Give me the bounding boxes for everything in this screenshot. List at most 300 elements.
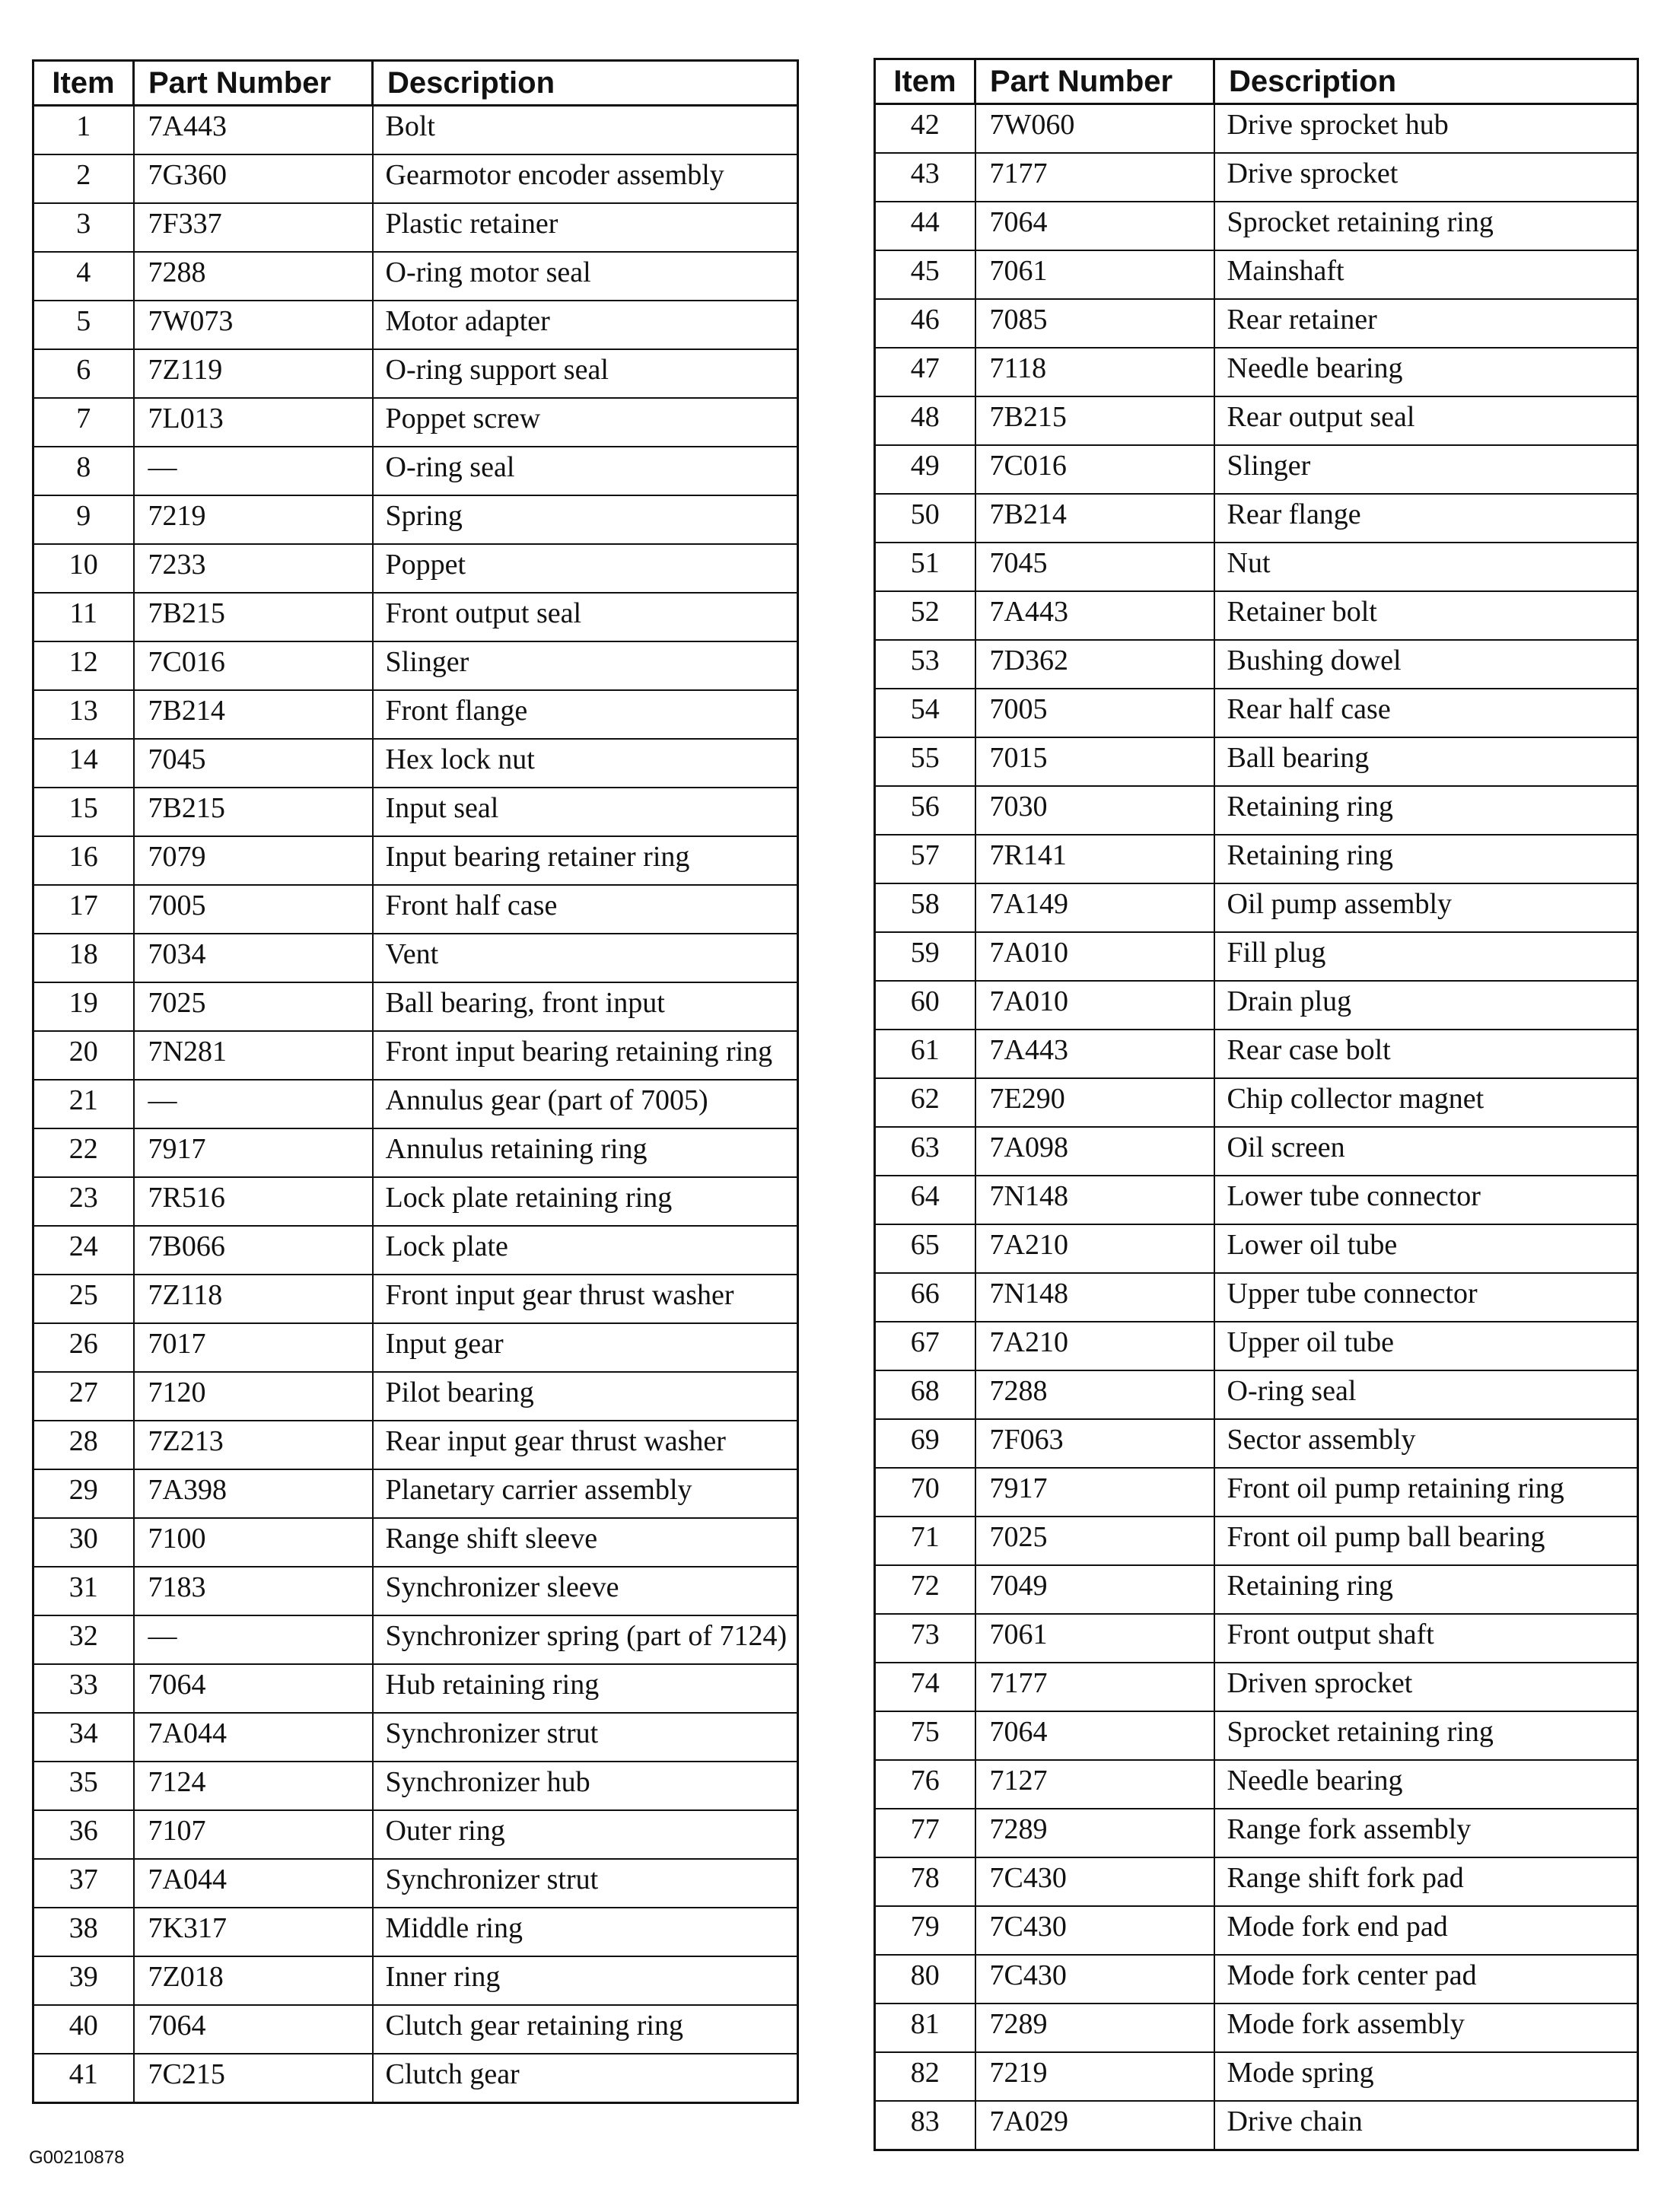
part-number-cell: 7127 [975, 1760, 1214, 1809]
description-cell: Lock plate [373, 1226, 798, 1275]
description-cell: Sprocket retaining ring [1214, 202, 1638, 250]
table-row [875, 250, 1638, 299]
table-row [33, 2054, 798, 2103]
item-cell: 18 [33, 934, 134, 982]
item-cell: 44 [875, 202, 975, 250]
item-cell: 5 [33, 301, 134, 349]
figure-id-label: G00210878 [29, 2147, 125, 2168]
table-row [875, 1760, 1638, 1809]
table-row [875, 1273, 1638, 1322]
description-cell: Retaining ring [1214, 1565, 1638, 1614]
item-cell: 43 [875, 153, 975, 202]
description-cell: Sector assembly [1214, 1419, 1638, 1468]
part-number-cell: 7017 [134, 1323, 373, 1372]
header-row [875, 59, 1638, 104]
table-row [33, 1128, 798, 1177]
table-row [875, 883, 1638, 932]
part-number-cell: 7288 [975, 1370, 1214, 1419]
part-number-cell: 7N148 [975, 1176, 1214, 1224]
description-cell: Rear case bolt [1214, 1030, 1638, 1078]
part-number-cell: 7A443 [975, 591, 1214, 640]
table-row [33, 203, 798, 252]
part-number-cell: 7233 [134, 544, 373, 593]
part-number-cell: 7289 [975, 1809, 1214, 1857]
description-column-header: Description [1214, 59, 1638, 104]
part-number-cell: 7025 [134, 982, 373, 1031]
table-row [875, 494, 1638, 543]
item-cell: 42 [875, 104, 975, 154]
table-row [875, 2004, 1638, 2052]
description-cell: Plastic retainer [373, 203, 798, 252]
description-cell: Synchronizer spring (part of 7124) [373, 1615, 798, 1664]
description-cell: O-ring motor seal [373, 252, 798, 301]
description-cell: Middle ring [373, 1908, 798, 1956]
description-cell: Retaining ring [1214, 835, 1638, 883]
item-cell: 81 [875, 2004, 975, 2052]
description-cell: Oil pump assembly [1214, 883, 1638, 932]
table-row [33, 1908, 798, 1956]
item-cell: 57 [875, 835, 975, 883]
item-cell: 30 [33, 1518, 134, 1567]
description-cell: Spring [373, 495, 798, 544]
description-cell: Hub retaining ring [373, 1664, 798, 1713]
item-cell: 79 [875, 1906, 975, 1955]
item-column-header: Item [875, 59, 975, 104]
part-number-cell: 7A443 [134, 106, 373, 155]
part-number-cell: 7177 [975, 153, 1214, 202]
part-number-cell: 7107 [134, 1810, 373, 1859]
item-cell: 58 [875, 883, 975, 932]
part-number-cell: 7C430 [975, 1906, 1214, 1955]
parts-table-right [874, 58, 1639, 2151]
table-row [33, 1567, 798, 1615]
part-number-cell: 7D362 [975, 640, 1214, 689]
part-number-cell: 7025 [975, 1517, 1214, 1565]
description-cell: Input seal [373, 788, 798, 836]
table-row [875, 1030, 1638, 1078]
table-row [875, 396, 1638, 445]
description-cell: Mode fork center pad [1214, 1955, 1638, 2004]
table-row [875, 1565, 1638, 1614]
description-cell: Retaining ring [1214, 786, 1638, 835]
part-number-cell: 7L013 [134, 398, 373, 447]
table-row [875, 445, 1638, 494]
table-row [33, 836, 798, 885]
item-cell: 40 [33, 2005, 134, 2054]
part-number-cell: 7015 [975, 737, 1214, 786]
table-row [875, 104, 1638, 154]
table-row [33, 1469, 798, 1518]
description-cell: Gearmotor encoder assembly [373, 154, 798, 203]
parts-list-left [33, 106, 798, 2103]
table-row [875, 835, 1638, 883]
table-row [875, 1663, 1638, 1711]
description-cell: Hex lock nut [373, 739, 798, 788]
part-number-cell: 7B066 [134, 1226, 373, 1275]
table-row [875, 299, 1638, 348]
table-row [33, 349, 798, 398]
item-cell: 25 [33, 1275, 134, 1323]
table-row [33, 106, 798, 155]
table-row [875, 1419, 1638, 1468]
item-cell: 22 [33, 1128, 134, 1177]
item-cell: 8 [33, 447, 134, 495]
item-cell: 46 [875, 299, 975, 348]
table-row [33, 1226, 798, 1275]
part-number-cell: 7061 [975, 250, 1214, 299]
part-number-cell: 7A098 [975, 1127, 1214, 1176]
part-number-cell: 7N148 [975, 1273, 1214, 1322]
item-cell: 27 [33, 1372, 134, 1421]
parts-list-right [875, 104, 1638, 2150]
table-row [33, 495, 798, 544]
part-number-cell: 7K317 [134, 1908, 373, 1956]
description-cell: Oil screen [1214, 1127, 1638, 1176]
item-cell: 75 [875, 1711, 975, 1760]
table-row [875, 689, 1638, 737]
table-row [875, 786, 1638, 835]
description-cell: Bushing dowel [1214, 640, 1638, 689]
part-number-cell: 7219 [975, 2052, 1214, 2101]
part-number-cell: 7A010 [975, 932, 1214, 981]
part-number-cell: 7005 [975, 689, 1214, 737]
table-row [875, 1370, 1638, 1419]
description-cell: Lower oil tube [1214, 1224, 1638, 1273]
item-cell: 63 [875, 1127, 975, 1176]
part-number-cell: 7A044 [134, 1859, 373, 1908]
item-cell: 48 [875, 396, 975, 445]
table-row [875, 153, 1638, 202]
description-cell: Synchronizer sleeve [373, 1567, 798, 1615]
table-row [33, 593, 798, 641]
item-cell: 68 [875, 1370, 975, 1419]
table-row [875, 932, 1638, 981]
part-number-cell: 7N281 [134, 1031, 373, 1080]
part-number-cell: 7C215 [134, 2054, 373, 2103]
part-number-cell: 7289 [975, 2004, 1214, 2052]
table-row [33, 544, 798, 593]
item-cell: 51 [875, 543, 975, 591]
part-number-cell: 7B214 [975, 494, 1214, 543]
description-cell: Outer ring [373, 1810, 798, 1859]
table-row [875, 1711, 1638, 1760]
part-number-cell: 7288 [134, 252, 373, 301]
table-row [33, 2005, 798, 2054]
item-cell: 78 [875, 1857, 975, 1906]
table-row [33, 1518, 798, 1567]
description-cell: Inner ring [373, 1956, 798, 2005]
item-cell: 49 [875, 445, 975, 494]
table-row [875, 1078, 1638, 1127]
item-cell: 82 [875, 2052, 975, 2101]
table-row [875, 737, 1638, 786]
description-cell: Input gear [373, 1323, 798, 1372]
part-number-cell: 7Z213 [134, 1421, 373, 1469]
part-number-cell: 7183 [134, 1567, 373, 1615]
table-row [875, 1322, 1638, 1370]
table-row [33, 739, 798, 788]
table-row [875, 1176, 1638, 1224]
table-row [33, 641, 798, 690]
table-row [875, 1517, 1638, 1565]
table-row [33, 1177, 798, 1226]
part-number-cell: 7C430 [975, 1857, 1214, 1906]
part-number-cell: 7118 [975, 348, 1214, 396]
description-cell: O-ring seal [373, 447, 798, 495]
description-cell: Lower tube connector [1214, 1176, 1638, 1224]
item-cell: 3 [33, 203, 134, 252]
table-row [33, 1421, 798, 1469]
item-cell: 38 [33, 1908, 134, 1956]
table-row [33, 1275, 798, 1323]
description-cell: Range shift fork pad [1214, 1857, 1638, 1906]
item-cell: 76 [875, 1760, 975, 1809]
part-number-cell: 7064 [975, 202, 1214, 250]
table-row [33, 934, 798, 982]
description-cell: Drive chain [1214, 2101, 1638, 2150]
table-row [875, 2052, 1638, 2101]
description-column-header: Description [373, 61, 798, 106]
description-cell: Vent [373, 934, 798, 982]
description-cell: Poppet screw [373, 398, 798, 447]
table-row [875, 543, 1638, 591]
part-number-cell: 7A443 [975, 1030, 1214, 1078]
part-number-cell: 7R516 [134, 1177, 373, 1226]
table-row [33, 1713, 798, 1762]
item-cell: 21 [33, 1080, 134, 1128]
description-cell: Rear output seal [1214, 396, 1638, 445]
item-cell: 36 [33, 1810, 134, 1859]
item-cell: 62 [875, 1078, 975, 1127]
item-cell: 20 [33, 1031, 134, 1080]
description-cell: Pilot bearing [373, 1372, 798, 1421]
part-number-cell: 7064 [134, 2005, 373, 2054]
table-row [875, 640, 1638, 689]
part-number-cell: 7045 [134, 739, 373, 788]
part-number-cell: 7005 [134, 885, 373, 934]
table-row [875, 1468, 1638, 1517]
part-number-cell: 7917 [134, 1128, 373, 1177]
part-number-cell: 7B215 [134, 593, 373, 641]
item-cell: 14 [33, 739, 134, 788]
description-cell: Front flange [373, 690, 798, 739]
item-cell: 66 [875, 1273, 975, 1322]
item-cell: 9 [33, 495, 134, 544]
description-cell: Mode fork end pad [1214, 1906, 1638, 1955]
table-row [33, 1664, 798, 1713]
part-number-cell: — [134, 1615, 373, 1664]
item-cell: 45 [875, 250, 975, 299]
description-cell: Mode spring [1214, 2052, 1638, 2101]
item-cell: 10 [33, 544, 134, 593]
part-number-cell: 7A044 [134, 1713, 373, 1762]
description-cell: Input bearing retainer ring [373, 836, 798, 885]
part-number-cell: 7100 [134, 1518, 373, 1567]
description-cell: Motor adapter [373, 301, 798, 349]
part-number-cell: 7B214 [134, 690, 373, 739]
table-row [875, 2101, 1638, 2150]
table-row [875, 202, 1638, 250]
item-column-header: Item [33, 61, 134, 106]
item-cell: 54 [875, 689, 975, 737]
item-cell: 33 [33, 1664, 134, 1713]
part-number-cell: 7B215 [134, 788, 373, 836]
description-cell: Retainer bolt [1214, 591, 1638, 640]
item-cell: 53 [875, 640, 975, 689]
item-cell: 71 [875, 1517, 975, 1565]
table-row [33, 154, 798, 203]
part-number-cell: 7124 [134, 1762, 373, 1810]
part-number-cell: 7C016 [975, 445, 1214, 494]
part-number-cell: 7049 [975, 1565, 1214, 1614]
part-number-cell: 7B215 [975, 396, 1214, 445]
description-cell: Annulus retaining ring [373, 1128, 798, 1177]
item-cell: 61 [875, 1030, 975, 1078]
item-cell: 34 [33, 1713, 134, 1762]
table-row [875, 1127, 1638, 1176]
part-number-cell: 7W060 [975, 104, 1214, 154]
description-cell: Annulus gear (part of 7005) [373, 1080, 798, 1128]
part-number-cell: 7045 [975, 543, 1214, 591]
item-cell: 11 [33, 593, 134, 641]
item-cell: 19 [33, 982, 134, 1031]
part-number-cell: 7061 [975, 1614, 1214, 1663]
part-number-cell: 7A010 [975, 981, 1214, 1030]
item-cell: 60 [875, 981, 975, 1030]
part-number-cell: 7W073 [134, 301, 373, 349]
table-row [33, 1372, 798, 1421]
description-cell: Clutch gear retaining ring [373, 2005, 798, 2054]
part-number-cell: 7R141 [975, 835, 1214, 883]
item-cell: 73 [875, 1614, 975, 1663]
item-cell: 35 [33, 1762, 134, 1810]
table-row [33, 301, 798, 349]
description-cell: Synchronizer strut [373, 1859, 798, 1908]
description-cell: Front input gear thrust washer [373, 1275, 798, 1323]
table-row [33, 1956, 798, 2005]
table-row [33, 1615, 798, 1664]
table-row [33, 690, 798, 739]
description-cell: Upper oil tube [1214, 1322, 1638, 1370]
part-number-cell: — [134, 1080, 373, 1128]
description-cell: Mainshaft [1214, 250, 1638, 299]
table-row [33, 788, 798, 836]
part-number-cell: 7Z118 [134, 1275, 373, 1323]
part-number-cell: 7E290 [975, 1078, 1214, 1127]
part-number-cell: 7Z018 [134, 1956, 373, 2005]
description-cell: Rear input gear thrust washer [373, 1421, 798, 1469]
description-cell: Front output seal [373, 593, 798, 641]
item-cell: 72 [875, 1565, 975, 1614]
description-cell: Nut [1214, 543, 1638, 591]
description-cell: Front oil pump ball bearing [1214, 1517, 1638, 1565]
description-cell: Slinger [1214, 445, 1638, 494]
item-cell: 65 [875, 1224, 975, 1273]
part-number-cell: — [134, 447, 373, 495]
table-row [33, 885, 798, 934]
part-number-cell: 7177 [975, 1663, 1214, 1711]
part-number-cell: 7F063 [975, 1419, 1214, 1468]
item-cell: 47 [875, 348, 975, 396]
item-cell: 50 [875, 494, 975, 543]
description-cell: Range fork assembly [1214, 1809, 1638, 1857]
description-cell: O-ring seal [1214, 1370, 1638, 1419]
header-row [33, 61, 798, 106]
table-row [875, 981, 1638, 1030]
part-number-cell: 7030 [975, 786, 1214, 835]
item-cell: 26 [33, 1323, 134, 1372]
description-cell: Mode fork assembly [1214, 2004, 1638, 2052]
item-cell: 7 [33, 398, 134, 447]
item-cell: 28 [33, 1421, 134, 1469]
description-cell: Poppet [373, 544, 798, 593]
description-cell: Rear flange [1214, 494, 1638, 543]
table-row [33, 1080, 798, 1128]
description-cell: Planetary carrier assembly [373, 1469, 798, 1518]
description-cell: Clutch gear [373, 2054, 798, 2103]
item-cell: 56 [875, 786, 975, 835]
item-cell: 23 [33, 1177, 134, 1226]
description-cell: Synchronizer hub [373, 1762, 798, 1810]
description-cell: Front oil pump retaining ring [1214, 1468, 1638, 1517]
item-cell: 41 [33, 2054, 134, 2103]
table-row [33, 447, 798, 495]
table-row [33, 1810, 798, 1859]
item-cell: 29 [33, 1469, 134, 1518]
table-row [875, 1224, 1638, 1273]
item-cell: 80 [875, 1955, 975, 2004]
part-number-column-header: Part Number [134, 61, 373, 106]
table-row [33, 982, 798, 1031]
part-number-cell: 7085 [975, 299, 1214, 348]
parts-table-left [32, 59, 799, 2104]
item-cell: 77 [875, 1809, 975, 1857]
item-cell: 59 [875, 932, 975, 981]
description-cell: Drive sprocket [1214, 153, 1638, 202]
part-number-cell: 7120 [134, 1372, 373, 1421]
description-cell: Front input bearing retaining ring [373, 1031, 798, 1080]
part-number-cell: 7A210 [975, 1322, 1214, 1370]
part-number-column-header: Part Number [975, 59, 1214, 104]
item-cell: 12 [33, 641, 134, 690]
description-cell: O-ring support seal [373, 349, 798, 398]
part-number-cell: 7G360 [134, 154, 373, 203]
part-number-cell: 7C016 [134, 641, 373, 690]
description-cell: Ball bearing [1214, 737, 1638, 786]
item-cell: 13 [33, 690, 134, 739]
part-number-cell: 7C430 [975, 1955, 1214, 2004]
item-cell: 31 [33, 1567, 134, 1615]
item-cell: 74 [875, 1663, 975, 1711]
item-cell: 24 [33, 1226, 134, 1275]
item-cell: 83 [875, 2101, 975, 2150]
description-cell: Drive sprocket hub [1214, 104, 1638, 154]
item-cell: 67 [875, 1322, 975, 1370]
item-cell: 4 [33, 252, 134, 301]
item-cell: 64 [875, 1176, 975, 1224]
table-row [33, 398, 798, 447]
description-cell: Range shift sleeve [373, 1518, 798, 1567]
description-cell: Needle bearing [1214, 348, 1638, 396]
part-number-cell: 7A029 [975, 2101, 1214, 2150]
description-cell: Drain plug [1214, 981, 1638, 1030]
part-number-cell: 7079 [134, 836, 373, 885]
description-cell: Upper tube connector [1214, 1273, 1638, 1322]
table-row [875, 1614, 1638, 1663]
description-cell: Slinger [373, 641, 798, 690]
item-cell: 39 [33, 1956, 134, 2005]
table-row [33, 252, 798, 301]
